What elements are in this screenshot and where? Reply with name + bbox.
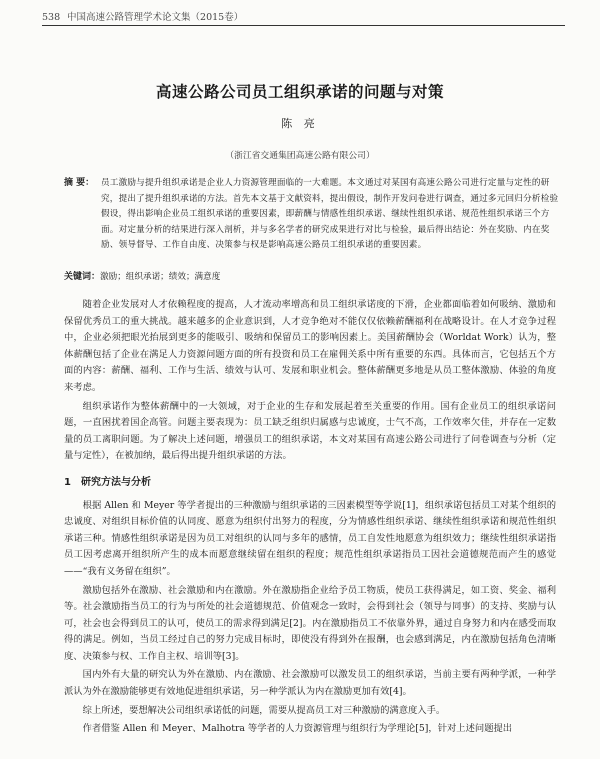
- keywords-text: 激励；组织承诺；绩效；满意度: [100, 272, 221, 282]
- paragraph-problem: 组织承诺作为整体薪酬中的一大领域，对于企业的生存和发展起着至关重要的作用。国有企业员工的组织承诺问题，一直困扰着国企高管。问题主要表现为：员工缺乏组织归属感与忠诚度，士气不高，工作效率欠佳，并存在一定数量的员工离职问题。为了解决上述问题，增强员工的组织承诺，本文对某国有高速公路公司进行了问卷调查与分析（定量与定性），在被加纳，最后得出提升组织承诺的方法。: [64, 400, 556, 462]
- paragraph-intro: 随着企业发展对人才依赖程度的提高，人才流动率增高和员工组织承诺度的下滑，企业都面临着如何吸纳、激励和保留优秀员工的重大挑战。越来越多的企业意识到，人才竞争绝对不能仅仅依赖薪酬福利在战略设计。在人才竞争过程中，企业必须把眼光抬展到更多的能吸引、吸纳和保留员工的影响因素上。美国薪酬协会（Worldat Work）认为，整体薪酬包括了企业在满足人力资源问题方面的所有投资和员工在雇佣关系中所有重要的东西。具体而言，它包括五个方面的内容：薪酬、福利、工作与生活、绩效与认可、发展和职业机会。整体薪酬更多地是从员工整体激励、体验的角度来考虑。: [64, 299, 556, 393]
- paragraph-literature: 国内外有大量的研究认为外在激励、内在激励、社会激励可以激发员工的组织承诺，当前主要有两种学派，一种学派认为外在激励能够更有效地促进组织承诺，另一种学派认为内在激励更加有效[4]。: [64, 669, 556, 698]
- journal-title: 中国高速公路管理学术论文集（2015卷）: [67, 12, 244, 23]
- paragraph-theory: 根据 Allen 和 Meyer 等学者提出的三种激励与组织承诺的三因素模型等学说[1]，组织承诺包括员工对某个组织的忠诚度、对组织目标价值的认同度、愿意为组织付出努力的程度，分为情感性组织承诺、继续性组织承诺和规范性组织承诺三种。情感性组织承诺是因为员工对组织的认同与多年的感情，员工自发性地愿意为组织效力；继续性组织承诺指员工因考虑离开组织所产生的成本而愿意继续留在组织的程度；规范性组织承诺指员工因社会道德规范而产生的感觉——“我有义务留在组织”。: [64, 499, 556, 577]
- paragraph-summary: 综上所述，要想解决公司组织承诺低的问题，需要从提高员工对三种激励的满意度入手。: [82, 704, 446, 716]
- paragraph-incentives: 激励包括外在激励、社会激励和内在激励。外在激励指企业给予员工物质，使员工获得满足，如工资、奖金、福利等。社会激励指当员工的行为与所处的社会道德规范、价值观念一致时，会得到社会（领导与同事）的支持、奖励与认可，社会也会得到员工的认可，使员工的需求得到满足[2]。内在激励指员工不依靠外界，通过自身努力和内在感受而取得的满足。例如，当员工经过自己的努力完成目标时，即使没有得到外在报酬，也会感到满足，内在激励包括角色清晰度、决策参与权、工作自主权、培训等[3]。: [64, 584, 556, 662]
- author: 陈 亮: [281, 117, 319, 130]
- section-title: 研究方法与分析: [80, 476, 151, 488]
- body-text: [64, 297, 556, 740]
- section-number: 1: [64, 476, 71, 488]
- paper-title: 高速公路公司员工组织承诺的问题与对策: [155, 83, 444, 101]
- abstract-text: 员工激励与提升组织承诺是企业人力资源管理面临的一大难题。本文通过对某国有高速公路公司进行定量与定性的研究，提出了提升组织承诺的方法。首先本文基于文献资料，提出假设，制作开发问卷进行调查，通过多元回归分析检验假设，得出影响企业员工组织承诺的重要因素，即薪酬与情感性组织承诺、继续性组织承诺、规范性组织承诺三个方面。对定量分析的结果进行深入剖析，并与多名学者的研究成果进行对比与检验，最后得出结论：外在奖励、内在奖励、领导督导、工作自由度、决策参与权是影响高速公路员工组织承诺的重要因素。: [101, 178, 559, 251]
- keywords-label: 关键词：: [64, 272, 101, 282]
- keywords: [64, 269, 564, 282]
- abstract-label: 摘 要：: [64, 178, 95, 188]
- paragraph-method: 作者借鉴 Allen 和 Meyer、Malhotra 等学者的人力资源管理与组织行为学理论[5]，针对上述问题提出: [82, 723, 513, 735]
- header-rule: [42, 25, 565, 26]
- section-heading: [64, 475, 556, 492]
- page-number: 538: [42, 12, 61, 23]
- affiliation: （浙江省交通集团高速公路有限公司）: [225, 151, 375, 161]
- running-header: [42, 9, 562, 25]
- abstract: [64, 176, 564, 251]
